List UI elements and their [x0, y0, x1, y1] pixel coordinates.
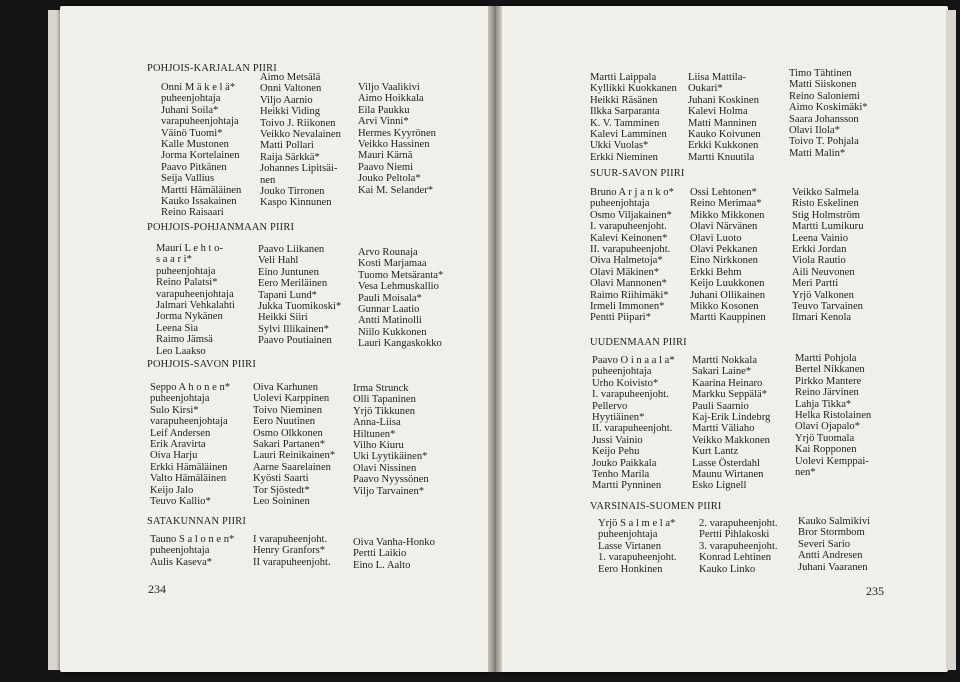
section-heading: UUDENMAAN PIIRI [590, 337, 687, 348]
name-entry: Kalle Mustonen [161, 138, 229, 150]
name-entry: Teuvo Tarvainen [792, 300, 863, 312]
name-entry: Viljo Aarnio [260, 94, 313, 106]
name-entry: Lauri Reinikainen* [253, 450, 336, 462]
name-entry: Mauri L e h t o- [156, 243, 223, 254]
name-entry: Oiva Halmetoja* [590, 255, 663, 267]
name-entry: Markku Seppälä* [692, 389, 768, 401]
name-entry: Paavo O i n a a l a* [592, 355, 675, 366]
name-entry: Olavi Nissinen [353, 462, 417, 474]
name-entry: II varapuheenjoht. [253, 556, 331, 568]
name-entry: Jalmari Vehkalahti [156, 299, 235, 311]
name-entry: Olavi Mannonen* [590, 278, 667, 290]
name-entry: Martti Pohjola [795, 353, 857, 364]
name-entry: Aimo Hoikkala [358, 93, 424, 105]
name-entry: Kyösti Saarti [253, 473, 309, 485]
name-entry: Irmeli Immonen* [590, 300, 665, 312]
name-entry: Martti Väliaho [692, 423, 755, 435]
name-entry: Heikki Räsänen [590, 94, 658, 106]
name-entry: Ukki Vuolas* [590, 140, 649, 152]
name-entry: varapuheenjohtaja [161, 116, 239, 128]
name-entry: Erik Aravirta [150, 438, 206, 450]
name-entry: Viljo Vaalikivi [358, 82, 420, 93]
name-entry: nen [260, 174, 276, 186]
name-entry: Olavi Pekkanen [690, 243, 758, 255]
name-entry: Olavi Ojapalo* [795, 421, 861, 433]
name-column [590, 187, 674, 324]
name-entry: Veikko Salmela [792, 187, 859, 198]
name-entry: Pirkko Mantere [795, 375, 862, 387]
name-entry: Konrad Lehtinen [699, 552, 772, 564]
name-entry: Kaarina Heinaro [692, 377, 763, 389]
name-entry: Kalevi Holma [688, 106, 748, 118]
name-entry: Anna-Liisa [353, 417, 401, 429]
name-entry: II. varapuheenjoht. [590, 243, 671, 255]
name-entry: Martti Lumikuru [792, 221, 864, 233]
name-entry: Raimo Jämsä [156, 334, 213, 346]
name-entry: Mauri Kärnä [358, 150, 413, 162]
name-entry: Bror Stormbom [798, 527, 865, 539]
name-entry: Matti Manninen [688, 117, 757, 129]
name-entry: puheenjohtaja [156, 265, 216, 277]
name-entry: Paavo Nyyssönen [353, 474, 429, 486]
name-entry: Pauli Moisala* [358, 292, 422, 304]
name-entry: Kauko Salmikivi [798, 516, 871, 527]
name-entry: Ilkka Sarparanta [590, 106, 660, 118]
name-entry: Tauno S a l o n e n* [150, 534, 235, 545]
name-entry: Yrjö Valkonen [792, 289, 854, 301]
name-entry: Risto Eskelinen [792, 198, 859, 210]
page-number: 234 [148, 582, 166, 596]
name-entry: Mikko Mikkonen [690, 209, 765, 221]
name-entry: Raimo Riihimäki* [590, 289, 669, 301]
name-column [358, 247, 443, 350]
name-entry: Yrjö Tuomala [795, 432, 855, 444]
name-entry: Osmo Olkkonen [253, 427, 323, 439]
name-entry: Paavo Liikanen [258, 244, 325, 255]
name-entry: Kai Ropponen [795, 444, 857, 456]
name-entry: Leif Andersen [150, 427, 211, 439]
name-entry: Matti Malin* [789, 147, 846, 159]
name-entry: Gunnar Laatio [358, 303, 420, 315]
name-column [258, 244, 341, 347]
name-entry: Jouko Peltola* [358, 173, 421, 185]
name-entry: Oiva Harju [150, 450, 198, 462]
name-column [253, 382, 335, 507]
name-entry: Tapani Lund* [258, 289, 317, 301]
name-entry: Sakari Partanen* [253, 438, 326, 450]
name-entry: Henry Granfors* [253, 545, 326, 557]
name-entry: Oiva Vanha-Honko [353, 537, 435, 548]
name-entry: Severi Sario [798, 538, 851, 550]
name-entry: Esko Lignell [692, 480, 747, 492]
name-entry: Tor Sjöstedt* [253, 484, 310, 496]
name-entry: Kai M. Selander* [358, 184, 434, 196]
name-entry: Teuvo Kallio* [150, 495, 211, 507]
name-entry: Kosti Marjamaa [358, 258, 427, 270]
name-entry: Juhani Vaaranen [798, 561, 868, 573]
name-entry: nen* [795, 466, 816, 478]
name-entry: Sylvi Illikainen* [258, 323, 329, 335]
name-entry: Aimo Metsälä [260, 72, 321, 83]
section-heading: POHJOIS-SAVON PIIRI [147, 359, 256, 370]
name-column [260, 72, 341, 209]
name-entry: Paavo Poutiainen [258, 335, 332, 347]
name-entry: Lauri Kangaskokko [358, 338, 442, 350]
name-entry: Pertti Laikio [353, 548, 407, 560]
page-number: 235 [866, 584, 884, 598]
name-entry: Kyllikki Kuokkanen [590, 83, 677, 95]
name-entry: Leena Vainio [792, 232, 848, 244]
name-entry: Antti Matinolli [358, 315, 422, 327]
name-entry: Raija Särkkä* [260, 151, 320, 163]
name-entry: Aimo Koskimäki* [789, 102, 868, 114]
name-column [150, 534, 234, 568]
name-entry: Jorma Nykänen [156, 311, 223, 323]
name-entry: varapuheenjohtaja [156, 288, 234, 300]
name-column [590, 72, 677, 163]
name-entry: I varapuheenjoht. [253, 534, 328, 545]
name-entry: Juhani Ollikainen [690, 289, 766, 301]
name-entry: Olavi Ilola* [789, 124, 840, 136]
name-entry: puheenjohtaja [150, 545, 210, 557]
name-entry: Saara Johansson [789, 113, 859, 125]
name-column [690, 187, 766, 324]
name-entry: Tuomo Metsäranta* [358, 269, 444, 281]
name-entry: Liisa Mattila- [688, 72, 746, 83]
name-entry: Olli Tapaninen [353, 394, 416, 406]
name-entry: varapuheenjohtaja [150, 416, 228, 428]
name-entry: Jussi Vainio [592, 434, 643, 446]
name-entry: Jouko Tirronen [260, 185, 325, 197]
name-entry: Juhani Koskinen [688, 94, 759, 106]
name-entry: Kurt Lantz [692, 446, 739, 458]
name-entry: Onni Valtonen [260, 83, 322, 95]
name-entry: Leo Laakso [156, 345, 206, 357]
name-entry: Eino Juntunen [258, 266, 319, 278]
name-entry: Reino Merimaa* [690, 198, 762, 210]
name-column [161, 82, 241, 219]
name-entry: Vesa Lehmuskallio [358, 281, 439, 293]
name-entry: Kaspo Kinnunen [260, 197, 332, 209]
name-entry: Antti Andresen [798, 550, 863, 562]
name-entry: Irma Strunck [353, 383, 409, 394]
name-entry: Jukka Tuomikoski* [258, 300, 342, 312]
name-entry: Osmo Viljakainen* [590, 209, 672, 221]
name-entry: Yrjö Tikkunen [353, 405, 416, 417]
name-entry: Paavo Niemi [358, 161, 414, 173]
name-entry: Niilo Kukkonen [358, 326, 427, 338]
name-entry: Hermes Kyyrönen [358, 127, 436, 139]
name-entry: Olavi Luoto [690, 232, 742, 244]
name-column [792, 187, 864, 324]
name-entry: Erkki Hämäläinen [150, 461, 228, 473]
name-entry: Keijo Luukkonen [690, 278, 765, 290]
name-entry: Maunu Wirtanen [692, 468, 764, 480]
name-entry: Reino Saloniemi [789, 90, 860, 102]
name-entry: Uolevi Karppinen [253, 393, 330, 405]
name-column [592, 355, 675, 492]
name-entry: Keijo Pehu [592, 446, 640, 458]
name-entry: Pauli Saarnio [692, 400, 749, 412]
name-entry: Eero Meriläinen [258, 278, 328, 290]
name-entry: I. varapuheenjoht. [590, 221, 667, 233]
name-entry: Helka Ristolainen [795, 409, 872, 421]
name-entry: Juhani Soila* [161, 104, 219, 116]
name-entry: Oiva Karhunen [253, 382, 319, 393]
name-entry: Seppo A h o n e n* [150, 382, 231, 393]
name-entry: Veikko Hassinen [358, 138, 430, 150]
name-column [353, 537, 435, 571]
name-entry: Eero Nuutinen [253, 416, 316, 428]
name-entry: Veikko Makkonen [692, 434, 770, 446]
section-heading: SUUR-SAVON PIIRI [590, 168, 685, 179]
name-entry: Kauko Linko [699, 563, 756, 575]
name-entry: Martti Pynninen [592, 480, 662, 492]
name-entry: Heikki Siiri [258, 312, 308, 324]
name-entry: Tenho Marila [592, 468, 650, 480]
name-entry: Jouko Paikkala [592, 457, 657, 469]
name-entry: Pentti Piipari* [590, 312, 651, 324]
name-entry: Uki Lyytikäinen* [353, 451, 428, 463]
name-entry: Toivo J. Riikonen [260, 117, 336, 129]
name-entry: Seija Vallius [161, 173, 215, 185]
name-entry: Leena Sia [156, 322, 199, 334]
name-entry: Johannes Lipitsäi- [260, 163, 338, 175]
name-entry: Eino Nirkkonen [690, 255, 758, 267]
section-heading: SATAKUNNAN PIIRI [147, 516, 247, 527]
name-entry: Vilho Kiuru [353, 439, 404, 451]
name-entry: II. varapuheenjoht. [592, 423, 673, 435]
name-entry: Kalevi Keinonen* [590, 232, 668, 244]
name-entry: Väinö Tuomi* [161, 127, 223, 139]
name-entry: Erkki Kukkonen [688, 140, 759, 152]
name-column [699, 518, 778, 575]
name-entry: Paavo Pitkänen [161, 161, 227, 173]
name-column [598, 518, 677, 575]
name-entry: Eero Honkinen [598, 563, 663, 575]
name-entry: Valto Hämäläinen [150, 473, 227, 485]
name-column [150, 382, 230, 507]
name-entry: Aulis Kaseva* [150, 556, 213, 568]
name-entry: Olavi Närvänen [690, 221, 758, 233]
name-entry: Reino Raisaari [161, 207, 224, 219]
name-entry: Veikko Nevalainen [260, 128, 341, 140]
name-entry: Erkki Behm [690, 266, 742, 278]
name-entry: Reino Palatsi* [156, 277, 218, 289]
name-entry: Martti Kauppinen [690, 312, 766, 324]
name-entry: puheenjohtaja [598, 529, 658, 541]
name-entry: Stig Holmström [792, 209, 860, 221]
name-entry: K. V. Tamminen [590, 117, 660, 129]
name-entry: Heikki Viding [260, 106, 321, 118]
name-entry: Keijo Jalo [150, 484, 194, 496]
name-entry: Meri Partti [792, 278, 839, 290]
name-entry: Hyytiäinen* [592, 411, 645, 423]
name-entry: Onni M ä k e l ä* [161, 82, 236, 93]
name-entry: Kalevi Lamminen [590, 128, 667, 140]
name-entry: Matti Pollari [260, 140, 314, 152]
name-entry: Kauko Issakainen [161, 195, 237, 207]
name-entry: Erkki Nieminen [590, 151, 658, 163]
name-entry: Aili Neuvonen [792, 266, 855, 278]
name-entry: Martti Knuutila [688, 151, 755, 163]
name-entry: Leo Soininen [253, 495, 310, 507]
name-entry: Veli Hahl [258, 255, 299, 267]
name-entry: Eino L. Aalto [353, 559, 411, 571]
name-entry: puheenjohtaja [161, 93, 221, 105]
name-entry: I. varapuheenjoht. [592, 389, 669, 401]
name-entry: Bertel Nikkanen [795, 364, 865, 376]
name-entry: Uolevi Kemppai- [795, 455, 869, 467]
name-entry: Kaj-Erik Lindebrg [692, 411, 771, 423]
name-column [692, 355, 770, 492]
name-entry: Viljo Tarvainen* [353, 485, 425, 497]
name-entry: Martti Laippala [590, 72, 657, 83]
name-column [353, 383, 429, 497]
name-column [253, 534, 331, 568]
name-entry: Lasse Virtanen [598, 540, 662, 552]
name-column [358, 82, 436, 196]
name-entry: Hiltunen* [353, 428, 396, 440]
name-entry: 3. varapuheenjoht. [699, 540, 778, 552]
section-heading: POHJOIS-KARJALAN PIIRI [147, 63, 277, 74]
name-entry: Olavi Mäkinen* [590, 266, 660, 278]
name-entry: Sakari Laine* [692, 366, 752, 378]
name-entry: Matti Siiskonen [789, 79, 857, 91]
name-entry: Eila Paukku [358, 104, 410, 116]
name-column [798, 516, 870, 573]
name-column [156, 243, 235, 357]
name-entry: Arvi Vinni* [358, 116, 409, 128]
name-entry: s a a r i* [156, 254, 192, 266]
name-entry: Viola Rautio [792, 255, 846, 267]
section-heading: VARSINAIS-SUOMEN PIIRI [590, 501, 722, 512]
name-entry: Aarne Saarelainen [253, 461, 331, 473]
name-entry: Pellervo [592, 400, 628, 412]
name-entry: Kauko Koivunen [688, 128, 761, 140]
name-entry: 2. varapuheenjoht. [699, 518, 778, 529]
name-entry: Mikko Kosonen [690, 300, 759, 312]
name-entry: Lahja Tikka* [795, 398, 852, 410]
name-entry: Reino Järvinen [795, 387, 859, 399]
name-entry: Toivo T. Pohjala [789, 136, 859, 148]
name-entry: Urho Koivisto* [592, 377, 659, 389]
section-heading: POHJOIS-POHJANMAAN PIIRI [147, 222, 295, 233]
page-stack-edge-right [946, 10, 956, 670]
name-entry: Lasse Österdahl [692, 457, 760, 469]
name-entry: Ilmari Kenola [792, 312, 852, 324]
name-entry: Pertti Pihlakoski [699, 529, 770, 541]
name-entry: Oukari* [688, 83, 723, 95]
name-entry: Ossi Lehtonen* [690, 187, 757, 198]
name-entry: puheenjohtaja [150, 393, 210, 405]
book-gutter [488, 6, 502, 672]
name-column [795, 353, 871, 478]
name-entry: 1. varapuheenjoht. [598, 552, 677, 564]
name-entry: Arvo Rounaja [358, 247, 418, 258]
name-entry: Timo Tähtinen [789, 68, 852, 79]
name-entry: puheenjohtaja [590, 198, 650, 210]
name-entry: Yrjö S a l m e l a* [598, 518, 676, 529]
name-column [688, 72, 761, 163]
name-entry: Jorma Kortelainen [161, 150, 240, 162]
name-entry: Bruno A r j a n k o* [590, 187, 674, 198]
name-entry: Toivo Nieminen [253, 404, 322, 416]
name-entry: Erkki Jordan [792, 243, 847, 255]
name-column [789, 68, 868, 159]
name-entry: puheenjohtaja [592, 366, 652, 378]
name-entry: Sulo Kirsi* [150, 404, 199, 416]
name-entry: Martti Nokkala [692, 355, 758, 366]
name-entry: Martti Hämäläinen [161, 184, 242, 196]
